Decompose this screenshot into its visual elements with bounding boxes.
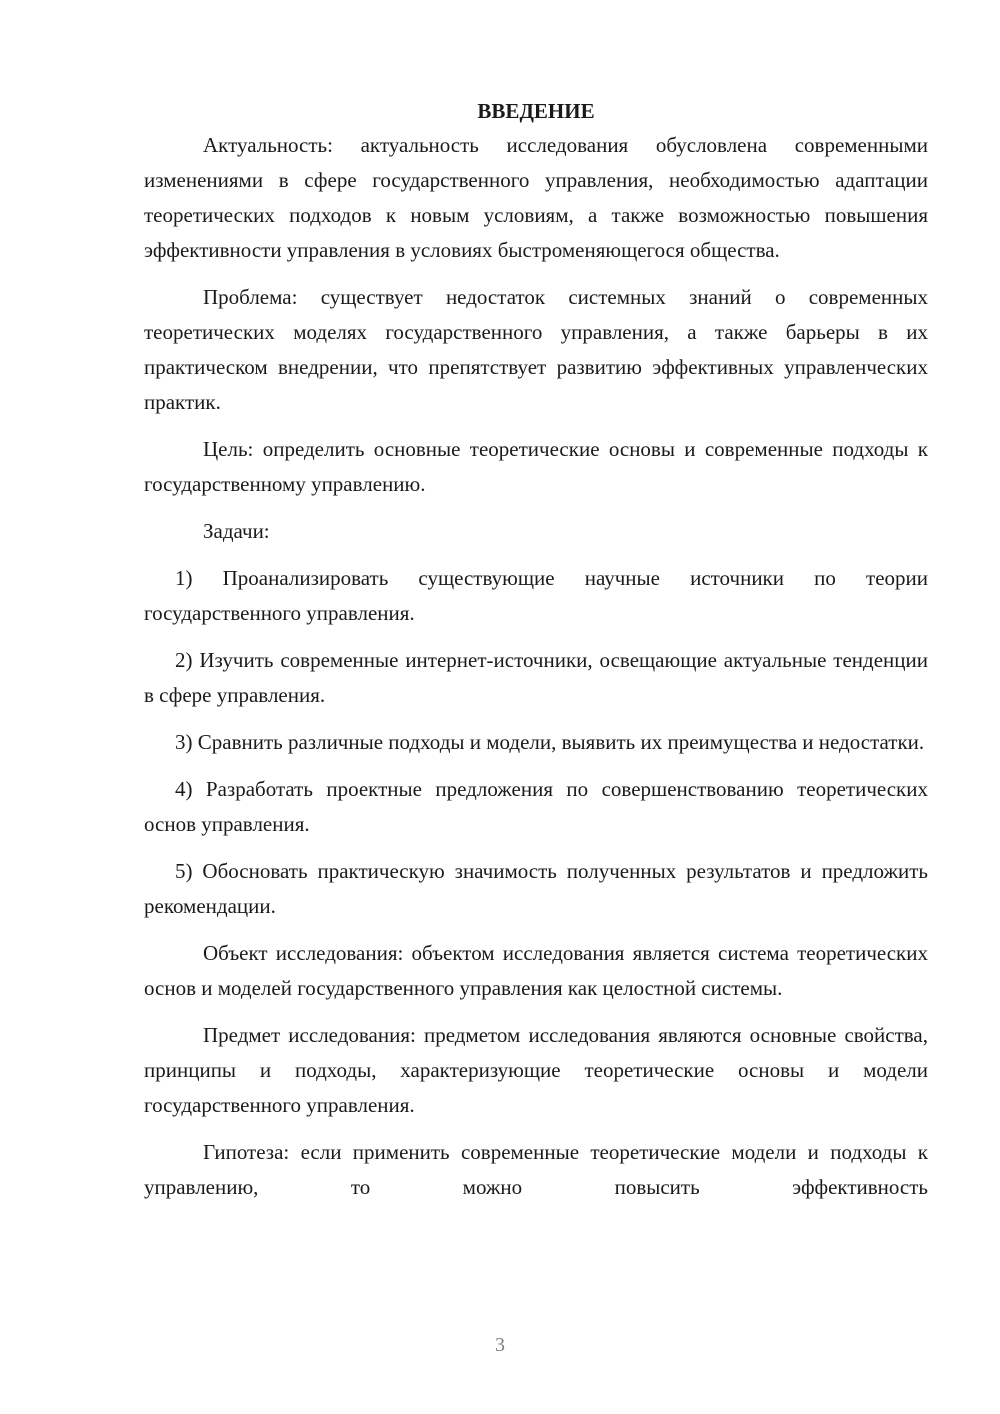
document-page (144, 94, 928, 1205)
task-item-4: 4) Разработать проектные предложения по совершенствованию теоретических основ управления. (144, 777, 928, 836)
paragraph-relevance: Актуальность: актуальность исследования обусловлена современными изменениями в сфере государственного управления, необходимостью адаптации теоретических подходов к новым условиям, а также возможностью повышения эффективности управления в условиях быстроменяющегося общества. (144, 133, 928, 262)
task-item-3: 3) Сравнить различные подходы и модели, выявить их преимущества и недостатки. (175, 730, 925, 754)
paragraph-tasks-label: Задачи: (203, 519, 270, 543)
task-item-1: 1) Проанализировать существующие научные источники по теории государственного управления. (144, 566, 928, 625)
task-item-2: 2) Изучить современные интернет-источники, освещающие актуальные тенденции в сфере управления. (144, 648, 928, 707)
paragraph-object: Объект исследования: объектом исследования является система теоретических основ и моделей государственного управления как целостной системы. (144, 941, 928, 1000)
section-heading: ВВЕДЕНИЕ (477, 99, 595, 123)
paragraph-goal: Цель: определить основные теоретические основы и современные подходы к государственному управлению. (144, 437, 928, 496)
task-item-5: 5) Обосновать практическую значимость полученных результатов и предложить рекомендации. (144, 859, 928, 918)
page-number: 3 (495, 1334, 505, 1356)
paragraph-hypothesis: Гипотеза: если применить современные теоретические модели и подходы к управлению, то можно повысить эффективность (144, 1140, 928, 1199)
paragraph-subject: Предмет исследования: предметом исследования являются основные свойства, принципы и подходы, характеризующие теоретические основы и модели государственного управления. (144, 1023, 928, 1117)
paragraph-problem: Проблема: существует недостаток системных знаний о современных теоретических моделях государственного управления, а также барьеры в их практическом внедрении, что препятствует развитию эффективных управленческих практик. (144, 285, 928, 414)
